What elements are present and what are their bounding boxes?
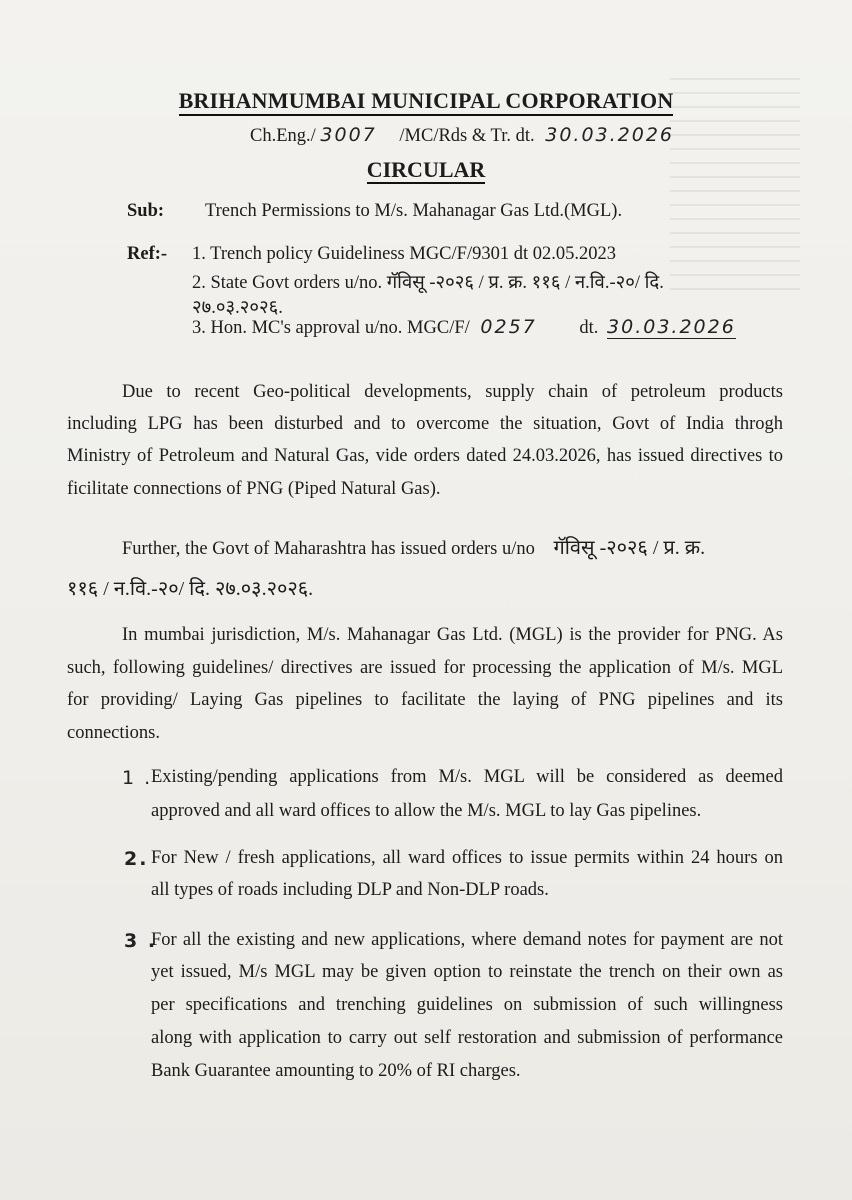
subject-label: Sub: — [127, 201, 165, 221]
ref-suffix: /MC/Rds & Tr. dt. — [399, 126, 535, 146]
organization-title: BRIHANMUMBAI MUNICIPAL CORPORATION — [0, 88, 852, 114]
directive-1-number: 1 . — [122, 767, 153, 789]
directive-3-line-4: along with application to carry out self restoration and submission of performance — [151, 1028, 783, 1048]
directive-3-line-2: yet issued, M/s MGL may be given option to reinstate the trench on their own as — [151, 962, 783, 982]
directive-1-line-2: approved and all ward offices to allow the M/s. MGL to lay Gas pipelines. — [151, 801, 702, 821]
directive-3-line-3: per specifications and trenching guidelines on submission of such willingness — [151, 995, 783, 1015]
directive-3-number: 3 . — [124, 930, 158, 952]
para3-line-4: connections. — [67, 723, 160, 743]
approval-date: 30.03.2026 — [607, 316, 736, 338]
directive-2-line-1: For New / fresh applications, all ward offices to issue permits within 24 hours on — [151, 848, 783, 868]
approval-date-label: dt. — [579, 318, 599, 338]
directive-1-line-1: Existing/pending applications from M/s. MGL will be considered as deemed — [151, 767, 783, 787]
directive-2-line-2: all types of roads including DLP and Non-DLP roads. — [151, 880, 549, 900]
para1-line-3: Ministry of Petroleum and Natural Gas, vide orders dated 24.03.2026, has issued directives to — [67, 446, 783, 466]
reference-item-3: 3. Hon. MC's approval u/no. MGC/F/ 0257 dt. 30.03.2026 — [192, 316, 736, 338]
para3-line-2: such, following guidelines/ directives are issued for processing the application of M/s. MGL — [67, 658, 783, 678]
para1-line-4: ficilitate connections of PNG (Piped Natural Gas). — [67, 479, 441, 499]
ref-date: 30.03.2026 — [545, 124, 675, 146]
para2-line-1: Further, the Govt of Maharashtra has issued orders u/no गॅविसू -२०२६ / प्र. क्र. — [122, 537, 706, 559]
doc-type-heading: CIRCULAR — [366, 157, 486, 182]
reference-item-2-cont: २७.०३.२०२६. — [192, 298, 283, 318]
references-label: Ref:- — [127, 244, 168, 264]
reference-item-1: 1. Trench policy Guideliness MGC/F/9301 dt 02.05.2023 — [192, 244, 616, 264]
directive-3-line-1: For all the existing and new applications, where demand notes for payment are not — [151, 930, 783, 950]
approval-number: 0257 — [480, 316, 537, 338]
ref-number: 3007 — [320, 124, 377, 146]
directive-2-number: 2. — [124, 848, 149, 870]
subject-text: Trench Permissions to M/s. Mahanagar Gas Ltd.(MGL). — [205, 201, 623, 221]
directive-3-line-5: Bank Guarantee amounting to 20% of RI charges. — [151, 1061, 521, 1081]
para3-line-1: In mumbai jurisdiction, M/s. Mahanagar Gas Ltd. (MGL) is the provider for PNG. As — [122, 625, 783, 645]
ref-prefix: Ch.Eng./ — [250, 126, 316, 146]
para1-line-1: Due to recent Geo-political developments, supply chain of petroleum products — [122, 382, 783, 402]
para1-line-2: including LPG has been disturbed and to overcome the situation, Govt of India throgh — [67, 414, 783, 434]
para3-line-3: for providing/ Laying Gas pipelines to facilitate the laying of PNG pipelines and its — [67, 690, 783, 710]
reference-line — [250, 124, 674, 147]
para2-line-2: ११६ / न.वि.-२०/ दि. २७.०३.२०२६. — [67, 578, 314, 600]
reference-item-2: 2. State Govt orders u/no. गॅविसू -२०२६ / प्र. क्र. ११६ / न.वि.-२०/ दि. — [192, 273, 664, 293]
